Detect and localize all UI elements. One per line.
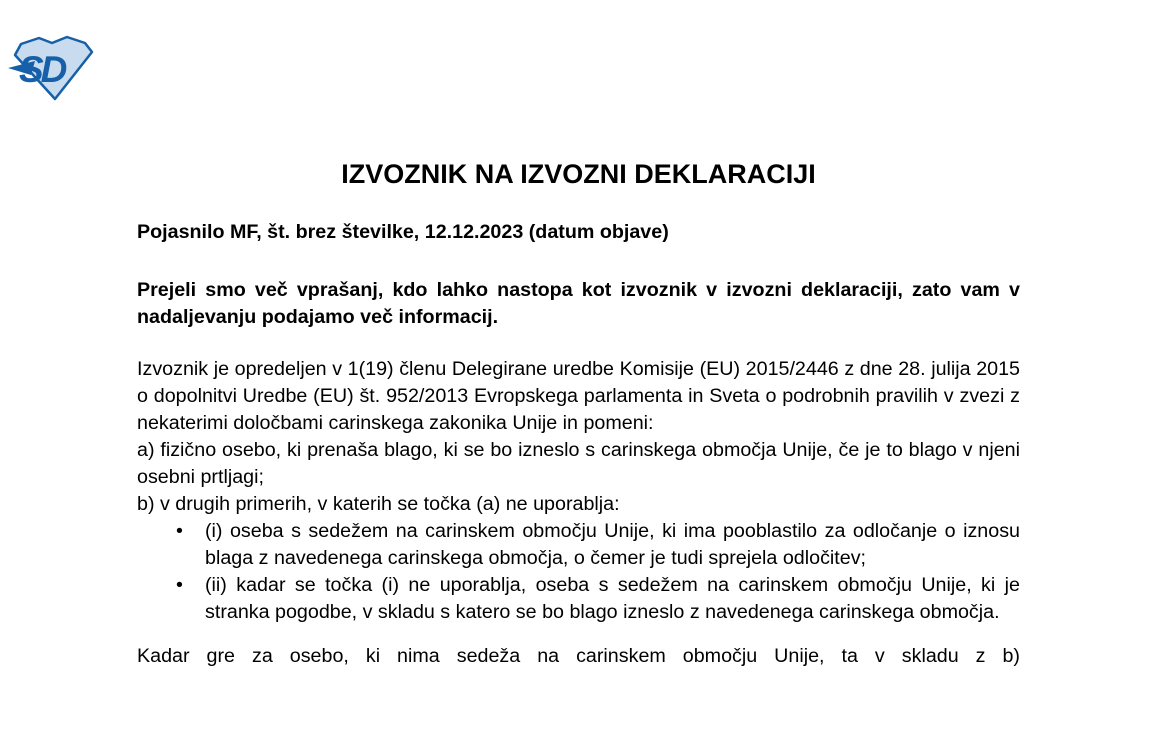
bullet-icon: • — [176, 574, 183, 596]
document-content — [137, 0, 1020, 670]
logo-letters: SD — [19, 49, 65, 90]
definition-paragraph: Izvoznik je opredeljen v 1(19) členu Delegirane uredbe Komisije (EU) 2015/2446 z dne 28. julija 2015 o dopolnitvi Uredbe (EU) št. 952/2013 Evropskega parlamenta in Sveta o podrobnih pravilih v zvezi z nekaterimi določbami carinskega zakonika Unije in pomeni: — [137, 358, 1020, 434]
bullet-text-ii: (ii) kadar se točka (i) ne uporablja, oseba s sedežem na carinskem območju Unije, ki je stranka pogodbe, v skladu s katero se bo blago izneslo z navedenega carinskega območja. — [205, 574, 1020, 623]
item-b-paragraph: b) v drugih primerih, v katerih se točka (a) ne uporablja: — [137, 493, 620, 515]
list-item — [137, 572, 1020, 626]
document-subtitle: Pojasnilo MF, št. brez številke, 12.12.2023 (datum objave) — [137, 221, 669, 243]
list-item — [137, 518, 1020, 572]
intro-paragraph: Prejeli smo več vprašanj, kdo lahko nastopa kot izvoznik v izvozni deklaraciji, zato vam v nadaljevanju podajamo več informacij. — [137, 279, 1020, 328]
continuation-paragraph: Kadar gre za osebo, ki nima sedeža na carinskem območju Unije, ta v skladu z b) — [137, 645, 1020, 667]
page-title: IZVOZNIK NA IZVOZNI DEKLARACIJI — [341, 159, 816, 189]
logo — [8, 35, 95, 102]
item-a-paragraph: a) fizično osebo, ki prenaša blago, ki se bo izneslo s carinskega območja Unije, če je to blago v njeni osebni prtljagi; — [137, 439, 1020, 488]
sd-shield-icon — [8, 35, 95, 102]
bullet-text-i: (i) oseba s sedežem na carinskem območju Unije, ki ima pooblastilo za odločanje o iznosu blaga z navedenega carinskega območja, o čemer je tudi sprejela odločitev; — [205, 520, 1020, 569]
bullet-icon: • — [176, 520, 183, 542]
bullet-list — [137, 518, 1020, 626]
